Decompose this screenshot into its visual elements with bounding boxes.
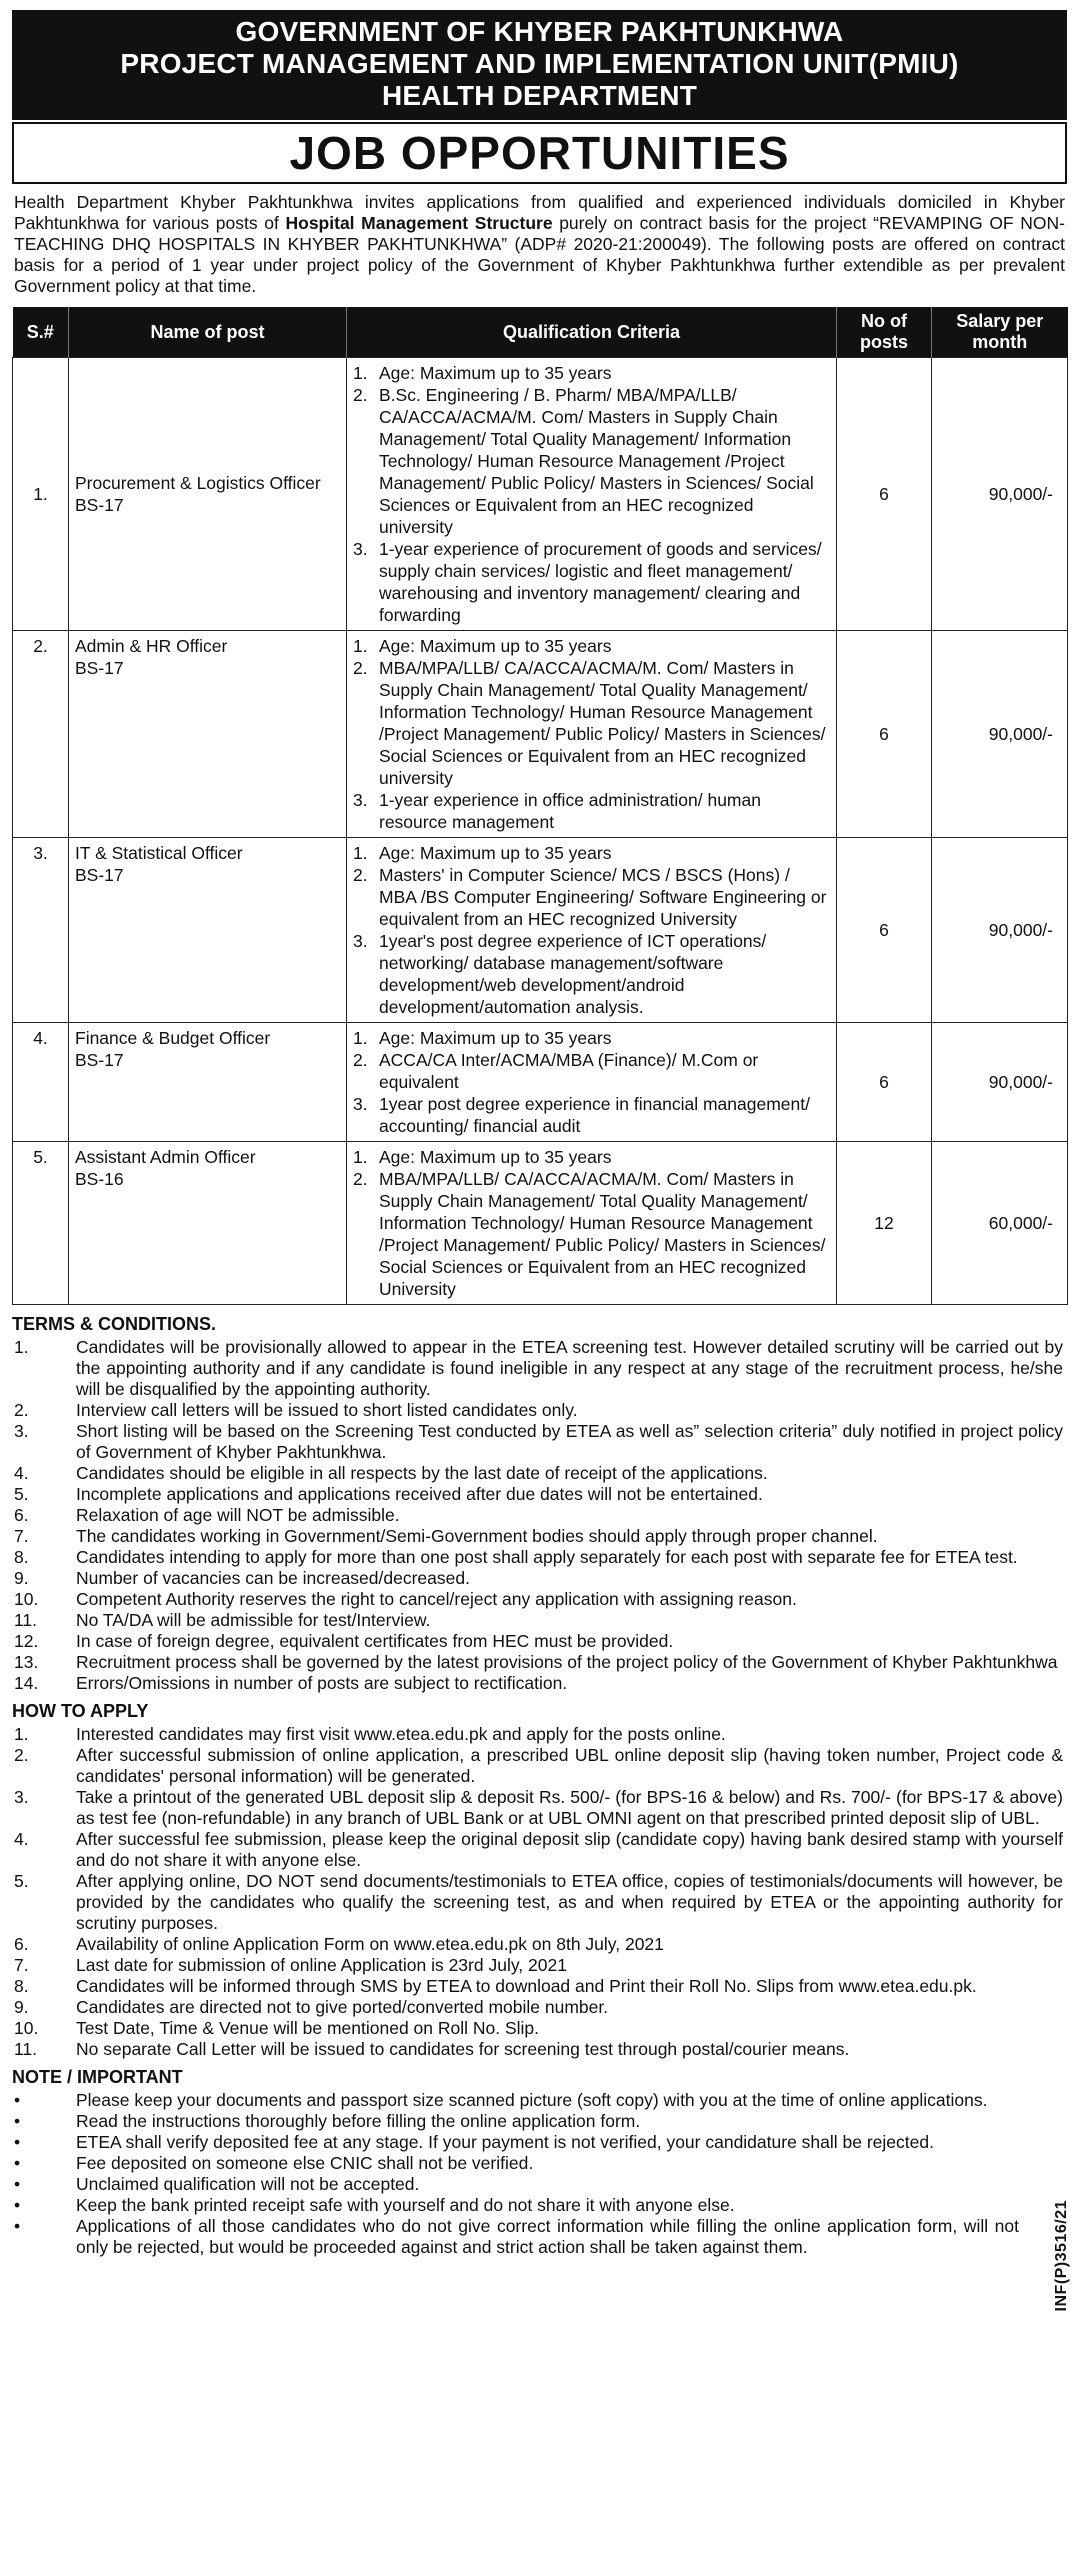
post-grade: BS-17 xyxy=(75,495,124,515)
apply-item-text: After applying online, DO NOT send documents/testimonials to ETEA office, copies of testimonials/documents will however, be provided by the candidates who qualify the screening test, as and when required by ETEA or the appointing authority for scrutiny purposes. xyxy=(76,1871,1063,1933)
apply-item-number: 4. xyxy=(14,1829,29,1849)
post-grade: BS-17 xyxy=(75,865,124,885)
terms-item-number: 11. xyxy=(14,1610,38,1630)
post-grade: BS-16 xyxy=(75,1169,124,1189)
criteria-text: Age: Maximum up to 35 years xyxy=(379,363,612,383)
criteria-text: MBA/MPA/LLB/ CA/ACCA/ACMA/M. Com/ Masters in Supply Chain Management/ Total Quality Management/ Information Technology/ Human Resource Management /Project Management/ Public Policy/ Masters in Sciences/ Social Sciences or Equivalent from an HEC recognized University xyxy=(379,1169,826,1299)
criteria-item xyxy=(353,842,830,864)
notes-section xyxy=(12,2066,1067,2258)
table-body xyxy=(13,358,1068,1305)
row-post-count: 6 xyxy=(837,838,932,1023)
apply-item xyxy=(12,1745,1067,1787)
apply-item-text: Take a printout of the generated UBL deposit slip & deposit Rs. 500/- (for BPS-16 & below) and Rs. 700/- (for BPS-17 & above) as test fee (non-refundable) in any branch of UBL Bank or at UBL OMNI agent on that prescribed printed deposit slip of UBL. xyxy=(76,1787,1063,1828)
criteria-number: 1. xyxy=(353,1028,368,1048)
terms-item-text: Number of vacancies can be increased/decreased. xyxy=(76,1568,470,1588)
terms-item-number: 14. xyxy=(14,1673,39,1693)
criteria-number: 2. xyxy=(353,385,368,405)
terms-list xyxy=(12,1337,1067,1694)
note-item xyxy=(12,2111,1023,2132)
apply-item xyxy=(12,1934,1067,1955)
criteria-item xyxy=(353,1093,830,1137)
criteria-item xyxy=(353,1027,830,1049)
post-title: Finance & Budget Officer xyxy=(75,1028,271,1048)
row-serial: 5. xyxy=(13,1142,69,1305)
terms-item xyxy=(12,1652,1067,1673)
terms-item-text: Recruitment process shall be governed by the latest provisions of the project policy of the Government of Khyber Pakhtunkhwa xyxy=(76,1652,1058,1672)
terms-item-number: 6. xyxy=(14,1505,29,1525)
terms-item xyxy=(12,1337,1067,1400)
terms-title: TERMS & CONDITIONS. xyxy=(12,1314,217,1334)
note-item xyxy=(12,2195,1023,2216)
criteria-text: Masters' in Computer Science/ MCS / BSCS (Hons) / MBA /BS Computer Engineering/ Software Engineering or equivalent from an HEC recognized University xyxy=(379,865,827,929)
terms-item xyxy=(12,1589,1067,1610)
note-item-number: • xyxy=(14,2153,21,2173)
row-serial: 2. xyxy=(13,631,69,838)
criteria-item xyxy=(353,789,830,833)
criteria-list xyxy=(353,1146,830,1300)
criteria-number: 3. xyxy=(353,1094,368,1114)
header-salary: Salary per month xyxy=(932,307,1068,358)
terms-item-text: Short listing will be based on the Screening Test conducted by ETEA as well as” selection criteria” duly notified in project policy of Government of Khyber Pakhtunkhwa. xyxy=(76,1421,1063,1462)
row-criteria xyxy=(347,358,837,631)
post-grade: BS-17 xyxy=(75,658,124,678)
terms-item-text: In case of foreign degree, equivalent certificates from HEC must be provided. xyxy=(76,1631,674,1651)
apply-item xyxy=(12,1955,1067,1976)
table-header-row xyxy=(13,307,1068,358)
apply-item-text: Test Date, Time & Venue will be mentioned on Roll No. Slip. xyxy=(76,2018,540,2038)
notes-list xyxy=(12,2090,1023,2258)
criteria-list xyxy=(353,362,830,626)
terms-item xyxy=(12,1505,1067,1526)
note-item-number: • xyxy=(14,2195,21,2215)
apply-item xyxy=(12,1787,1067,1829)
row-salary: 60,000/- xyxy=(932,1142,1068,1305)
note-item xyxy=(12,2174,1023,2195)
row-serial: 4. xyxy=(13,1023,69,1142)
note-item-number: • xyxy=(14,2216,21,2236)
criteria-number: 2. xyxy=(353,1169,368,1189)
apply-item-text: No separate Call Letter will be issued to candidates for screening test through postal/courier means. xyxy=(76,2039,850,2059)
terms-item-number: 5. xyxy=(14,1484,29,1504)
table-row xyxy=(13,358,1068,631)
criteria-item xyxy=(353,1168,830,1300)
apply-item xyxy=(12,2039,1067,2060)
apply-item xyxy=(12,1829,1067,1871)
row-salary: 90,000/- xyxy=(932,358,1068,631)
note-item xyxy=(12,2090,1023,2111)
header-criteria: Qualification Criteria xyxy=(347,307,837,358)
note-item-text: Keep the bank printed receipt safe with yourself and do not share it with anyone else. xyxy=(76,2195,735,2215)
intro-part-2: purely on contract basis for the project “REVAMPING OF NON-TEACHING DHQ HOSPITALS IN KHYBER PAKHTUNKHWA” (ADP# 2020-21:200049). The following posts are offered on contract basis for a period of 1 year under project policy of the Government of Khyber Pakhtunkhwa further extendible as per prevalent Government policy at that time. xyxy=(14,213,1065,296)
criteria-item xyxy=(353,384,830,538)
apply-item-text: Availability of online Application Form on www.etea.edu.pk on 8th July, 2021 xyxy=(76,1934,664,1954)
apply-item-number: 8. xyxy=(14,1976,29,1996)
note-item-text: Fee deposited on someone else CNIC shall not be verified. xyxy=(76,2153,534,2173)
criteria-text: B.Sc. Engineering / B. Pharm/ MBA/MPA/LLB/ CA/ACCA/ACMA/M. Com/ Masters in Supply Chain Management/ Total Quality Management/ Information Technology/ Human Resource Management /Project Management/ Public Policy/ Masters in Sciences/ Social Sciences or Equivalent from an HEC recognized university xyxy=(379,385,814,537)
criteria-number: 2. xyxy=(353,1050,368,1070)
terms-item xyxy=(12,1547,1067,1568)
terms-item-text: Errors/Omissions in number of posts are subject to rectification. xyxy=(76,1673,568,1693)
note-item-text: ETEA shall verify deposited fee at any stage. If your payment is not verified, your candidature shall be rejected. xyxy=(76,2132,934,2152)
apply-item-number: 1. xyxy=(14,1724,29,1744)
terms-item-text: Competent Authority reserves the right to cancel/reject any application with assigning reason. xyxy=(76,1589,797,1609)
apply-list xyxy=(12,1724,1067,2060)
header-line-3: HEALTH DEPARTMENT xyxy=(381,80,697,111)
row-criteria xyxy=(347,1142,837,1305)
terms-item-number: 1. xyxy=(14,1337,29,1357)
criteria-list xyxy=(353,635,830,833)
row-salary: 90,000/- xyxy=(932,1023,1068,1142)
row-post-name xyxy=(69,838,347,1023)
criteria-number: 1. xyxy=(353,1147,368,1167)
terms-section xyxy=(12,1313,1067,1694)
criteria-item xyxy=(353,635,830,657)
criteria-number: 2. xyxy=(353,658,368,678)
header-line-2: PROJECT MANAGEMENT AND IMPLEMENTATION UNIT(PMIU) xyxy=(120,48,959,79)
terms-item xyxy=(12,1400,1067,1421)
terms-item-number: 9. xyxy=(14,1568,29,1588)
terms-item-text: Interview call letters will be issued to short listed candidates only. xyxy=(76,1400,578,1420)
criteria-item xyxy=(353,930,830,1018)
row-serial: 1. xyxy=(13,358,69,631)
terms-item xyxy=(12,1631,1067,1652)
criteria-item xyxy=(353,864,830,930)
criteria-text: 1year's post degree experience of ICT operations/ networking/ database management/software development/web development/android development/automation analysis. xyxy=(379,931,767,1017)
post-title: IT & Statistical Officer xyxy=(75,843,243,863)
terms-item-text: Candidates should be eligible in all respects by the last date of receipt of the applications. xyxy=(76,1463,768,1483)
header-block xyxy=(12,10,1067,120)
intro-part-1: Health Department Khyber Pakhtunkhwa invites applications from qualified and experienced individuals domiciled in Khyber Pakhtunkhwa for various posts of xyxy=(14,192,1065,233)
criteria-number: 1. xyxy=(353,843,368,863)
terms-item xyxy=(12,1610,1067,1631)
apply-item-text: Candidates will be informed through SMS by ETEA to download and Print their Roll No. Slips from www.etea.edu.pk. xyxy=(76,1976,977,1996)
criteria-text: Age: Maximum up to 35 years xyxy=(379,636,612,656)
intro-bold: Hospital Management Structure xyxy=(285,213,553,233)
criteria-text: Age: Maximum up to 35 years xyxy=(379,843,612,863)
criteria-list xyxy=(353,842,830,1018)
apply-item-number: 3. xyxy=(14,1787,29,1807)
terms-item xyxy=(12,1484,1067,1505)
note-item xyxy=(12,2132,1023,2153)
criteria-item xyxy=(353,1049,830,1093)
apply-item-text: Interested candidates may first visit www.etea.edu.pk and apply for the posts online. xyxy=(76,1724,726,1744)
criteria-list xyxy=(353,1027,830,1137)
row-post-name xyxy=(69,358,347,631)
apply-item xyxy=(12,1997,1067,2018)
terms-item-text: Candidates intending to apply for more than one post shall apply separately for each post with separate fee for ETEA test. xyxy=(76,1547,1018,1567)
apply-item-number: 11. xyxy=(14,2039,38,2059)
terms-item-number: 10. xyxy=(14,1589,39,1609)
note-item-number: • xyxy=(14,2174,21,2194)
criteria-text: 1year post degree experience in financial management/ accounting/ financial audit xyxy=(379,1094,810,1136)
criteria-item xyxy=(353,362,830,384)
note-item xyxy=(12,2216,1023,2258)
apply-item-number: 10. xyxy=(14,2018,39,2038)
criteria-text: ACCA/CA Inter/ACMA/MBA (Finance)/ M.Com or equivalent xyxy=(379,1050,759,1092)
notes-title: NOTE / IMPORTANT xyxy=(12,2067,183,2087)
row-post-name xyxy=(69,1142,347,1305)
row-criteria xyxy=(347,631,837,838)
terms-item xyxy=(12,1673,1067,1694)
header-name: Name of post xyxy=(69,307,347,358)
row-post-count: 6 xyxy=(837,631,932,838)
apply-section xyxy=(12,1700,1067,2060)
criteria-text: Age: Maximum up to 35 years xyxy=(379,1028,612,1048)
row-salary: 90,000/- xyxy=(932,838,1068,1023)
terms-item-text: The candidates working in Government/Semi-Government bodies should apply through proper channel. xyxy=(76,1526,878,1546)
post-title: Assistant Admin Officer xyxy=(75,1147,256,1167)
criteria-item xyxy=(353,1146,830,1168)
apply-item-number: 2. xyxy=(14,1745,29,1765)
note-item-number: • xyxy=(14,2111,21,2131)
job-banner xyxy=(12,122,1067,184)
row-criteria xyxy=(347,1023,837,1142)
table-row xyxy=(13,631,1068,838)
row-salary: 90,000/- xyxy=(932,631,1068,838)
intro-paragraph xyxy=(14,192,1065,297)
criteria-number: 1. xyxy=(353,363,368,383)
terms-item-text: Incomplete applications and applications received after due dates will not be entertained. xyxy=(76,1484,763,1504)
criteria-number: 3. xyxy=(353,931,368,951)
apply-item xyxy=(12,1976,1067,1997)
row-post-count: 12 xyxy=(837,1142,932,1305)
post-title: Admin & HR Officer xyxy=(75,636,228,656)
header-line-1: GOVERNMENT OF KHYBER PAKHTUNKHWA xyxy=(235,16,844,47)
post-title: Procurement & Logistics Officer xyxy=(75,473,321,493)
post-grade: BS-17 xyxy=(75,1050,124,1070)
terms-item xyxy=(12,1568,1067,1589)
criteria-text: MBA/MPA/LLB/ CA/ACCA/ACMA/M. Com/ Masters in Supply Chain Management/ Total Quality Management/ Information Technology/ Human Resource Management /Project Management/ Public Policy/ Masters in Sciences/ Social Sciences or Equivalent from an HEC recognized university xyxy=(379,658,826,788)
terms-item xyxy=(12,1421,1067,1463)
apply-item-text: After successful fee submission, please keep the original deposit slip (candidate copy) having bank desired stamp with yourself and do not share it with anyone else. xyxy=(76,1829,1063,1870)
terms-item xyxy=(12,1526,1067,1547)
banner-title: JOB OPPORTUNITIES xyxy=(289,127,790,179)
criteria-text: Age: Maximum up to 35 years xyxy=(379,1147,612,1167)
row-post-name xyxy=(69,1023,347,1142)
row-criteria xyxy=(347,838,837,1023)
criteria-text: 1-year experience of procurement of goods and services/ supply chain services/ logistic and fleet management/ warehousing and inventory management/ clearing and forwarding xyxy=(379,539,822,625)
note-item-text: Please keep your documents and passport size scanned picture (soft copy) with you at the time of online applications. xyxy=(76,2090,988,2110)
criteria-item xyxy=(353,657,830,789)
note-item xyxy=(12,2153,1023,2174)
posts-table xyxy=(12,307,1068,1305)
table-row xyxy=(13,1023,1068,1142)
apply-item xyxy=(12,1724,1067,1745)
row-post-name xyxy=(69,631,347,838)
row-post-count: 6 xyxy=(837,1023,932,1142)
note-item-text: Read the instructions thoroughly before filling the online application form. xyxy=(76,2111,641,2131)
criteria-number: 3. xyxy=(353,790,368,810)
apply-title: HOW TO APPLY xyxy=(12,1701,149,1721)
terms-item-number: 7. xyxy=(14,1526,29,1546)
criteria-number: 2. xyxy=(353,865,368,885)
terms-item-number: 3. xyxy=(14,1421,29,1441)
terms-item-number: 12. xyxy=(14,1631,39,1651)
note-item-number: • xyxy=(14,2090,21,2110)
apply-item-number: 9. xyxy=(14,1997,29,2017)
terms-item xyxy=(12,1463,1067,1484)
terms-item-number: 2. xyxy=(14,1400,29,1420)
apply-item-number: 5. xyxy=(14,1871,29,1891)
header-posts: No of posts xyxy=(837,307,932,358)
row-post-count: 6 xyxy=(837,358,932,631)
terms-item-number: 8. xyxy=(14,1547,29,1567)
header-sno: S.# xyxy=(13,307,69,358)
apply-item xyxy=(12,1871,1067,1934)
note-item-text: Applications of all those candidates who do not give correct information while filling the online application form, will not only be rejected, but would be proceeded against and strict action shall be taken against them. xyxy=(76,2216,1019,2257)
reference-code: INF(P)3516/21 xyxy=(1053,2200,1070,2312)
terms-item-text: No TA/DA will be admissible for test/Interview. xyxy=(76,1610,431,1630)
criteria-number: 3. xyxy=(353,539,368,559)
terms-item-text: Relaxation of age will NOT be admissible. xyxy=(76,1505,400,1525)
apply-item-text: Candidates are directed not to give ported/converted mobile number. xyxy=(76,1997,609,2017)
apply-item-text: Last date for submission of online Application is 23rd July, 2021 xyxy=(76,1955,567,1975)
table-row xyxy=(13,1142,1068,1305)
criteria-number: 1. xyxy=(353,636,368,656)
note-item-text: Unclaimed qualification will not be accepted. xyxy=(76,2174,420,2194)
apply-item xyxy=(12,2018,1067,2039)
note-item-number: • xyxy=(14,2132,21,2152)
terms-item-text: Candidates will be provisionally allowed to appear in the ETEA screening test. However detailed scrutiny will be carried out by the appointing authority and if any candidate is found ineligible in any respect at any stage of the recruitment process, he/she will be disqualified by the appointing authority. xyxy=(76,1337,1063,1399)
terms-item-number: 4. xyxy=(14,1463,29,1483)
apply-item-number: 7. xyxy=(14,1955,29,1975)
table-row xyxy=(13,838,1068,1023)
terms-item-number: 13. xyxy=(14,1652,39,1672)
row-serial: 3. xyxy=(13,838,69,1023)
apply-item-text: After successful submission of online application, a prescribed UBL online deposit slip (having token number, Project code & candidates' personal information) will be generated. xyxy=(76,1745,1063,1786)
criteria-text: 1-year experience in office administration/ human resource management xyxy=(379,790,761,832)
criteria-item xyxy=(353,538,830,626)
apply-item-number: 6. xyxy=(14,1934,29,1954)
